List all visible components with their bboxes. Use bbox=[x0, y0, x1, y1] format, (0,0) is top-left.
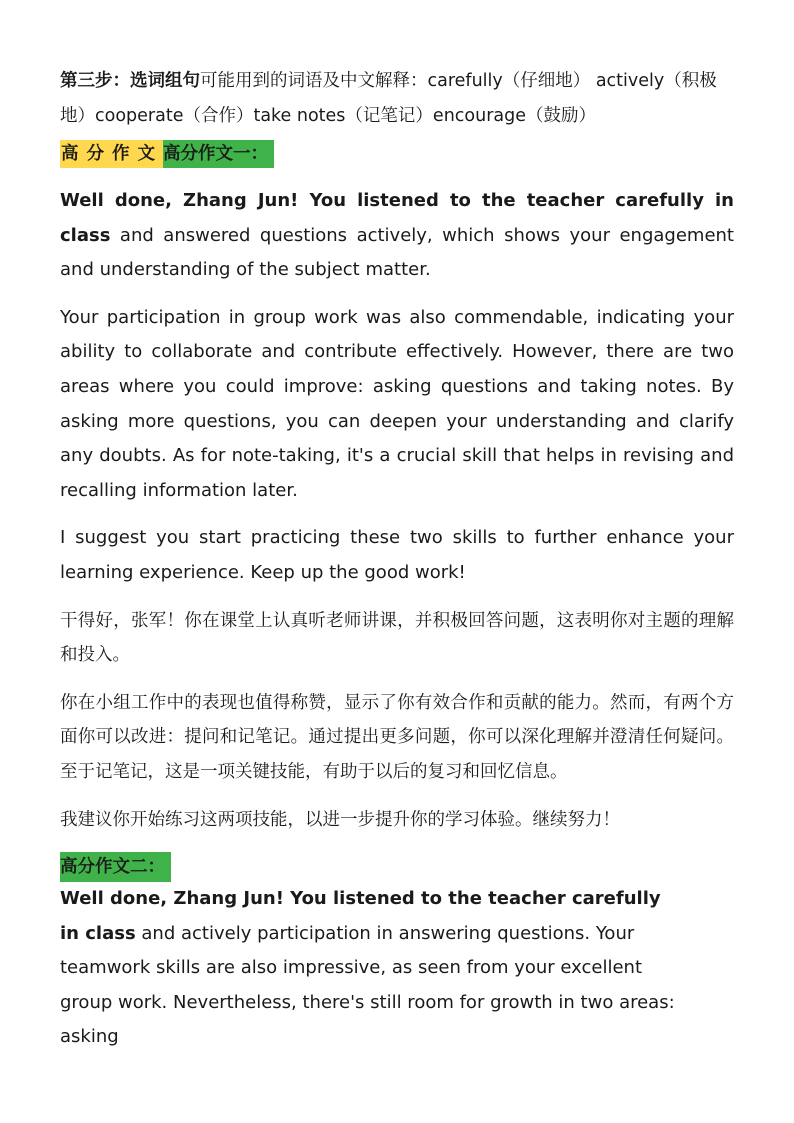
step-instruction bbox=[60, 64, 734, 134]
essay1-translation-1: 干得好，张军！你在课堂上认真听老师讲课，并积极回答问题，这表明你对主题的理解和投入。 bbox=[60, 610, 734, 666]
essay2-title: 高分作文二： bbox=[60, 852, 171, 882]
essay1-title: 高分作文一： bbox=[163, 140, 274, 168]
essay1-translation-3: 我建议你开始练习这两项技能，以进一步提升你的学习体验。继续努力！ bbox=[60, 809, 620, 830]
essay1-p1-rest: and answered questions actively, which shows your engagement and understanding of the subject matter. bbox=[60, 224, 734, 281]
essay1-paragraph-1 bbox=[60, 184, 734, 288]
essay2-p1-rest: and actively participation in answering questions. Your teamwork skills are also impressive, as seen from your excellent group work. Nevertheless, there's still room for growth in two areas: asking bbox=[60, 922, 675, 1048]
essay1-tag: 高分作文 bbox=[60, 140, 163, 168]
essay1-heading bbox=[60, 140, 734, 168]
essay2-heading bbox=[60, 850, 734, 882]
essay1-p1-bold: Well done, Zhang Jun! You listened to the teacher carefully in class bbox=[60, 190, 734, 246]
step-vocabulary: 可能用到的词语及中文解释：carefully（仔细地） actively（积极地）cooperate（合作）take notes（记笔记）encourage（鼓励） bbox=[60, 71, 717, 126]
essay2-paragraph-1 bbox=[60, 882, 680, 1055]
essay1-translation-2: 你在小组工作中的表现也值得称赞，显示了你有效合作和贡献的能力。然而，有两个方面你可以改进：提问和记笔记。通过提出更多问题，你可以深化理解并澄清任何疑问。至于记笔记，这是一项关键技能，有助于以后的复习和回忆信息。 bbox=[60, 692, 734, 782]
essay2-p1-bold: Well done, Zhang Jun! You listened to the teacher carefully in class bbox=[60, 888, 661, 944]
essay1-paragraph-3: I suggest you start practicing these two skills to further enhance your learning experience. Keep up the good work! bbox=[60, 527, 734, 583]
essay1-paragraph-2: Your participation in group work was also commendable, indicating your ability to collaborate and contribute effectively. However, there are two areas where you could improve: asking questions and taking notes. By asking more questions, you can deepen your understanding and clarify any doubts. As for note-taking, it's a crucial skill that helps in revising and recalling information later. bbox=[60, 306, 734, 501]
step-label: 第三步：选词组句 bbox=[60, 71, 200, 91]
